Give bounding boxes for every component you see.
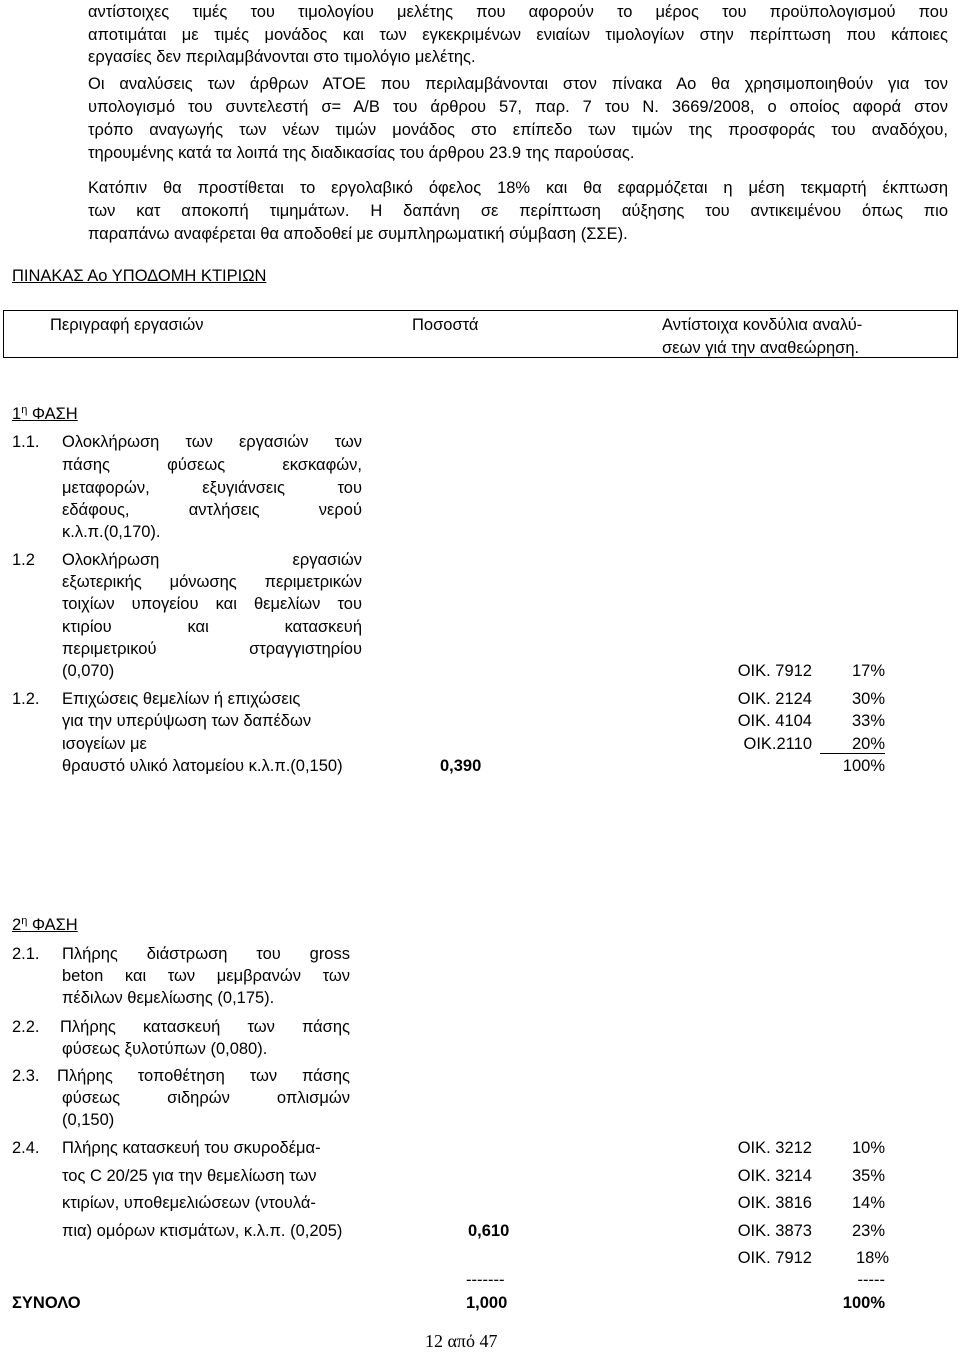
item-description-line: Πλήρης τοποθέτηση των πάσης <box>57 1067 350 1085</box>
cost-item-percent: 14% <box>851 1194 885 1212</box>
item-description-line: Πλήρης κατασκευή του σκυροδέμα- <box>62 1139 321 1157</box>
cost-item-percent: 35% <box>851 1167 885 1185</box>
item-description-line: κτιρίων, υποθεμελιώσεων (ντουλά- <box>62 1194 316 1212</box>
percent-separator: ----- <box>857 1271 885 1289</box>
paragraph-line: τρόπο αναγωγής των νέων τιμών μονάδος στο επίπεδο των τιμών της προσφοράς του αναδόχου, <box>88 121 948 139</box>
item-number: 2.2. <box>12 1018 40 1036</box>
phase-ordinal: η <box>21 915 28 927</box>
cost-item-code: ΟΙΚ. 3214 <box>737 1167 812 1185</box>
item-description-line: πέδιλων θεμελίωσης (0,175). <box>62 989 275 1007</box>
paragraph-line: αποτιμάται με τιμές μονάδος και των εγκεκριμένων ενιαίων τιμολογίων στην περίπτωση που κάποιες <box>88 26 948 44</box>
paragraph-line: παραπάνω αναφέρεται θα αποδοθεί με συμπληρωματική σύμβαση (ΣΣΕ). <box>88 225 628 243</box>
item-number: 1.1. <box>12 433 40 451</box>
page-number: 12 από 47 <box>425 1331 498 1351</box>
item-number: 2.1. <box>12 945 40 963</box>
cost-item-percent: 20% <box>820 734 885 754</box>
item-number: 2.4. <box>12 1139 40 1157</box>
item-description-line: κτιρίου και κατασκευή <box>62 618 362 636</box>
header-cost-items-line: σεων γιά την αναθεώρηση. <box>662 339 860 357</box>
phase-1-heading <box>12 404 78 424</box>
item-number: 1.2 <box>12 551 35 569</box>
total-label: ΣΥΝΟΛΟ <box>12 1294 81 1312</box>
item-description-line: τος C 20/25 για την θεμελίωση των <box>62 1167 317 1185</box>
item-description-line: τοιχίων υπογείου και θεμελίων του <box>62 595 362 613</box>
phase-number: 1 <box>12 405 22 423</box>
total-percent: 100% <box>842 1294 885 1312</box>
cost-item-percent: 30% <box>851 690 885 708</box>
paragraph-line: υπολογισμό του συντελεστή σ= Α/Β του άρθρου 57, παρ. 7 του Ν. 3669/2008, ο οποίος αφορά στον <box>88 98 948 116</box>
item-description-line: beton και των μεμβρανών των <box>62 967 350 985</box>
item-description-line: μεταφορών, εξυγιάνσεις του <box>62 479 362 497</box>
share-separator: ------- <box>466 1271 505 1289</box>
cost-item-percent: 18% <box>855 1249 889 1267</box>
phase-ordinal: η <box>21 404 28 416</box>
item-description-line: Πλήρης κατασκευή των πάσης <box>60 1018 350 1036</box>
cost-item-code: ΟΙΚ. 3816 <box>737 1194 812 1212</box>
cost-item-percent: 33% <box>851 712 885 730</box>
item-share: 0,390 <box>440 757 482 775</box>
paragraph-line: τηρουμένης κατά τα λοιπά της διαδικασίας του άρθρου 23.9 της παρούσας. <box>88 144 635 162</box>
phase-label: ΦΑΣΗ <box>31 916 78 934</box>
item-description-line: ισογείων με <box>62 735 147 753</box>
phase-2-heading <box>12 915 78 935</box>
cost-item-code: ΟΙΚ. 3873 <box>737 1222 812 1240</box>
item-description-line: φύσεως σιδηρών οπλισμών <box>62 1089 350 1107</box>
phase-number: 2 <box>12 916 22 934</box>
item-description-line: (0,150) <box>62 1111 115 1129</box>
item-description-line: περιμετρικού στραγγιστηρίου <box>62 640 362 658</box>
total-share: 1,000 <box>466 1294 508 1312</box>
cost-item-code: ΟΙΚ.2110 <box>743 735 812 753</box>
phase-label: ΦΑΣΗ <box>31 405 78 423</box>
cost-item-percent: 23% <box>851 1222 885 1240</box>
item-description-line: θραυστό υλικό λατομείου κ.λ.π.(0,150) <box>62 757 343 775</box>
cost-item-percent: 10% <box>851 1139 885 1157</box>
cost-item-code: ΟΙΚ. 4104 <box>737 712 812 730</box>
paragraph-line: εργασίες δεν περιλαμβάνονται στο τιμολόγιο μελέτης. <box>88 48 476 66</box>
item-number: 1.2. <box>12 690 40 708</box>
item-description-line: Επιχώσεις θεμελίων ή επιχώσεις <box>62 690 301 708</box>
item-description-line: Ολοκλήρωση εργασιών <box>62 551 362 569</box>
header-cost-items-line: Αντίστοιχα κονδύλια αναλύ- <box>662 316 863 334</box>
cost-item-percent-total: 100% <box>842 757 885 775</box>
item-description-line: πάσης φύσεως εκσκαφών, <box>62 456 362 474</box>
cost-item-percent: 17% <box>851 662 885 680</box>
item-description-line: φύσεως ξυλοτύπων (0,080). <box>62 1040 268 1058</box>
paragraph-line: Οι αναλύσεις των άρθρων ΑΤΟΕ που περιλαμβάνονται στον πίνακα Αο θα χρησιμοποιηθούν για τον <box>88 75 948 93</box>
header-percentages: Ποσοστά <box>412 316 479 334</box>
cost-item-code: ΟΙΚ. 7912 <box>737 1249 812 1267</box>
item-description-line: εξωτερικής μόνωσης περιμετρικών <box>62 573 362 591</box>
item-description-line: για την υπερύψωση των δαπέδων <box>62 712 312 730</box>
paragraph-line: αντίστοιχες τιμές του τιμολογίου μελέτης που αφορούν το μέρος του προϋπολογισμού που <box>88 3 948 21</box>
item-description-line: Πλήρης διάστρωση του gross <box>62 945 350 963</box>
table-title: ΠΙΝΑΚΑΣ Αο ΥΠΟΔΟΜΗ ΚΤΙΡΙΩΝ <box>12 267 267 285</box>
item-description-line: εδάφους, αντλήσεις νερού <box>62 501 362 519</box>
cost-item-code: ΟΙΚ. 3212 <box>737 1139 812 1157</box>
paragraph-line: Κατόπιν θα προστίθεται το εργολαβικό όφελος 18% και θα εφαρμόζεται η μέση τεκμαρτή έκπτωση <box>88 179 948 197</box>
item-description-line: πια) ομόρων κτισμάτων, κ.λ.π. (0,205) <box>62 1222 343 1240</box>
item-description-line: κ.λ.π.(0,170). <box>62 523 161 541</box>
item-share: 0,610 <box>468 1222 510 1240</box>
paragraph-line: των κατ αποκοπή τιμημάτων. Η δαπάνη σε περίπτωση αύξησης του αντικειμένου όπως πιο <box>88 202 948 220</box>
item-number: 2.3. <box>12 1067 40 1085</box>
item-description-line: (0,070) <box>62 662 115 680</box>
cost-item-code: ΟΙΚ. 2124 <box>737 690 812 708</box>
item-description-line: Ολοκλήρωση των εργασιών των <box>62 433 362 451</box>
cost-item-code: ΟΙΚ. 7912 <box>737 662 812 680</box>
header-description: Περιγραφή εργασιών <box>50 316 204 334</box>
